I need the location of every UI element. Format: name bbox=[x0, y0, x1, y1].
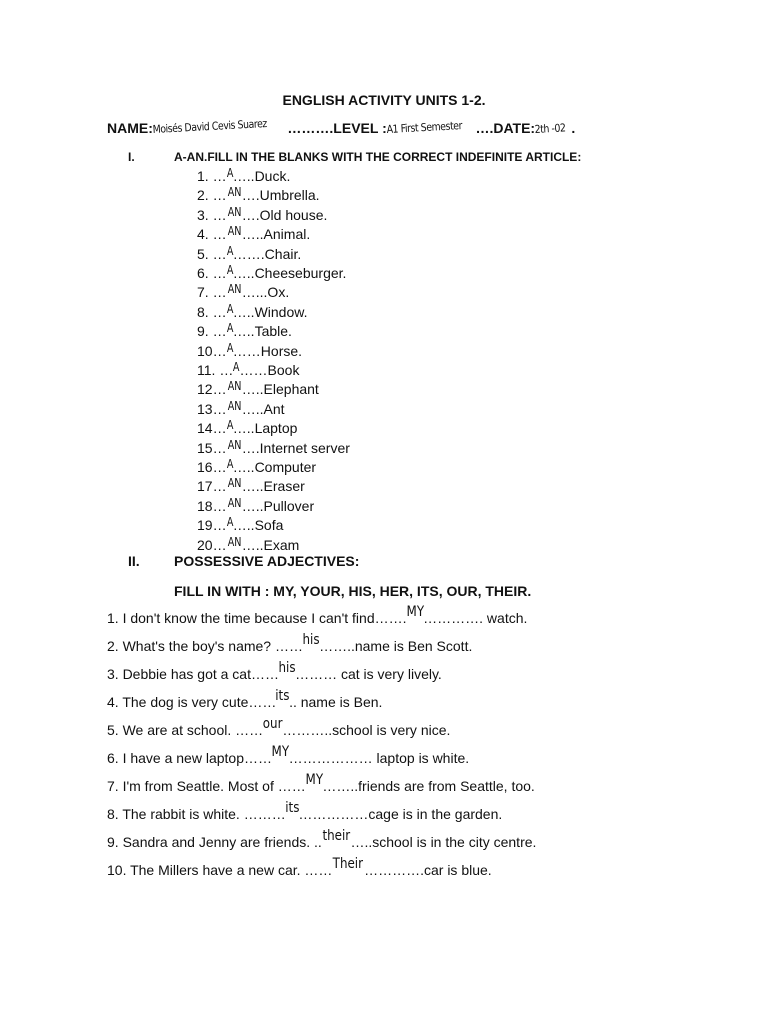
question-text: ……… cat is very lively. bbox=[295, 666, 442, 682]
possessive-question bbox=[107, 716, 451, 739]
handwritten-answer: AN bbox=[227, 437, 242, 452]
item-prefix: 12… bbox=[197, 381, 227, 398]
item-text: …...Ox. bbox=[241, 284, 290, 301]
section2-heading: POSSESSIVE ADJECTIVES: bbox=[174, 553, 360, 569]
handwritten-answer: A bbox=[226, 166, 233, 180]
item-prefix: 11. … bbox=[197, 362, 234, 378]
question-prefix: 3. Debbie has got a cat…… bbox=[107, 666, 279, 682]
question-prefix: 4. The dog is very cute…… bbox=[107, 694, 277, 710]
date-tail: . bbox=[571, 120, 576, 136]
item-prefix: 13… bbox=[197, 400, 227, 417]
handwritten-answer: Their bbox=[333, 856, 364, 872]
handwritten-answer: AN bbox=[227, 379, 242, 394]
item-text: ……Book bbox=[239, 362, 300, 378]
item-prefix: 1. … bbox=[197, 168, 227, 184]
handwritten-answer: A bbox=[226, 321, 233, 336]
handwritten-answer: A bbox=[233, 360, 240, 374]
handwritten-answer: A bbox=[226, 457, 233, 471]
article-item bbox=[197, 284, 289, 300]
handwritten-answer: MY bbox=[271, 744, 290, 760]
section1-heading: A-AN.FILL IN THE BLANKS WITH THE CORRECT INDEFINITE ARTICLE: bbox=[174, 150, 582, 164]
item-text: ….Internet server bbox=[241, 439, 350, 456]
possessive-question bbox=[107, 800, 503, 823]
possessive-question bbox=[107, 772, 535, 795]
question-text: …………. watch. bbox=[423, 610, 528, 626]
item-prefix: 8. … bbox=[197, 303, 227, 320]
article-item bbox=[197, 459, 316, 475]
handwritten-answer: AN bbox=[227, 185, 242, 200]
question-text: .. name is Ben. bbox=[289, 694, 383, 710]
handwritten-answer: his bbox=[278, 660, 296, 676]
article-item bbox=[197, 478, 305, 494]
item-text: ….Umbrella. bbox=[241, 187, 320, 204]
handwritten-answer: A bbox=[226, 515, 233, 530]
handwritten-answer: A bbox=[226, 243, 233, 258]
item-prefix: 6. … bbox=[197, 265, 227, 281]
possessive-question bbox=[107, 660, 442, 683]
name-handwritten: Moisés David Cevis Suarez bbox=[152, 117, 268, 136]
handwritten-answer: AN bbox=[227, 476, 242, 491]
article-item bbox=[197, 168, 290, 184]
item-prefix: 7. … bbox=[197, 284, 227, 301]
handwritten-answer: AN bbox=[227, 495, 242, 510]
item-text: …..Elephant bbox=[241, 381, 319, 398]
article-item bbox=[197, 420, 297, 436]
article-item bbox=[197, 340, 303, 359]
item-prefix: 9. … bbox=[197, 323, 227, 340]
handwritten-answer: AN bbox=[227, 398, 242, 413]
possessive-question bbox=[107, 688, 383, 711]
possessive-question bbox=[107, 856, 492, 879]
article-item bbox=[197, 534, 300, 553]
article-item bbox=[197, 398, 285, 417]
possessive-question bbox=[107, 604, 528, 627]
question-text: …..school is in the city centre. bbox=[350, 834, 537, 850]
item-text: …..Sofa bbox=[232, 517, 284, 534]
article-item bbox=[197, 187, 320, 203]
level-label: ……….LEVEL : bbox=[287, 120, 387, 136]
possessive-question bbox=[107, 744, 470, 767]
item-prefix: 16… bbox=[197, 459, 227, 475]
handwritten-answer: MY bbox=[305, 772, 323, 788]
question-prefix: 6. I have a new laptop…… bbox=[107, 750, 272, 766]
question-prefix: 5. We are at school. …… bbox=[107, 722, 264, 738]
item-text: …..Cheeseburger. bbox=[232, 265, 347, 281]
article-item bbox=[197, 301, 308, 320]
question-text: ……..name is Ben Scott. bbox=[319, 638, 473, 654]
handwritten-answer: A bbox=[226, 263, 233, 277]
item-text: …..Pullover bbox=[241, 497, 315, 514]
item-prefix: 4. … bbox=[197, 226, 227, 243]
question-prefix: 9. Sandra and Jenny are friends. .. bbox=[107, 834, 322, 850]
question-text: ………..school is very nice. bbox=[282, 722, 451, 738]
possessive-question bbox=[107, 632, 473, 655]
item-prefix: 17… bbox=[197, 478, 227, 495]
name-label: NAME: bbox=[107, 120, 153, 136]
article-item bbox=[197, 226, 310, 242]
item-text: …..Computer bbox=[232, 459, 317, 475]
question-text: ……..friends are from Seattle, too. bbox=[322, 778, 535, 794]
page-title: ENGLISH ACTIVITY UNITS 1-2. bbox=[282, 92, 486, 108]
date-label: ….DATE: bbox=[475, 120, 536, 136]
section2-instruction: FILL IN WITH : MY, YOUR, HIS, HER, ITS, OUR, THEIR. bbox=[174, 583, 532, 599]
article-item bbox=[197, 243, 302, 262]
question-prefix: 2. What's the boy's name? …… bbox=[107, 638, 303, 654]
article-item bbox=[197, 362, 299, 378]
article-item bbox=[197, 265, 346, 281]
handwritten-answer: AN bbox=[227, 204, 242, 219]
handwritten-answer: A bbox=[226, 418, 233, 433]
article-item bbox=[197, 323, 292, 339]
article-item bbox=[197, 381, 319, 397]
article-item bbox=[197, 517, 283, 533]
section1-number: I. bbox=[128, 150, 135, 164]
item-text: …….Chair. bbox=[232, 245, 302, 262]
item-prefix: 10… bbox=[197, 342, 227, 359]
handwritten-answer: MY bbox=[406, 604, 424, 620]
handwritten-answer: AN bbox=[227, 224, 242, 239]
item-prefix: 19… bbox=[197, 517, 227, 534]
item-prefix: 20… bbox=[197, 536, 227, 553]
item-text: …..Exam bbox=[241, 536, 300, 553]
item-text: …..Table. bbox=[232, 323, 292, 340]
handwritten-answer: A bbox=[226, 340, 233, 355]
handwritten-answer: AN bbox=[227, 534, 242, 549]
question-prefix: 8. The rabbit is white. ……… bbox=[107, 806, 286, 822]
possessive-question bbox=[107, 828, 537, 851]
item-text: …..Window. bbox=[232, 303, 308, 320]
article-item bbox=[197, 437, 350, 456]
handwritten-answer: his bbox=[302, 632, 320, 648]
item-prefix: 3. … bbox=[197, 206, 227, 223]
question-prefix: 1. I don't know the time because I can't find……. bbox=[107, 610, 407, 626]
item-text: …..Eraser bbox=[241, 478, 305, 495]
question-prefix: 10. The Millers have a new car. …… bbox=[107, 862, 333, 878]
item-prefix: 15… bbox=[197, 439, 227, 456]
item-text: …..Ant bbox=[241, 400, 285, 417]
section2-number: II. bbox=[128, 553, 140, 569]
handwritten-answer: AN bbox=[227, 282, 242, 297]
article-item bbox=[197, 204, 328, 223]
date-handwritten: 2th -02 bbox=[534, 121, 566, 136]
item-text: …..Duck. bbox=[232, 168, 291, 184]
item-prefix: 2. … bbox=[197, 187, 227, 204]
item-prefix: 5. … bbox=[197, 245, 227, 262]
student-info-row bbox=[107, 117, 576, 136]
article-item bbox=[197, 495, 315, 514]
handwritten-answer: A bbox=[226, 301, 233, 316]
question-text: ……………… laptop is white. bbox=[288, 750, 470, 766]
question-prefix: 7. I'm from Seattle. Most of …… bbox=[107, 778, 306, 794]
item-prefix: 14… bbox=[197, 420, 227, 437]
handwritten-answer: their bbox=[322, 828, 350, 844]
item-text: …..Animal. bbox=[241, 226, 311, 243]
item-text: …..Laptop bbox=[232, 420, 298, 437]
item-prefix: 18… bbox=[197, 497, 227, 514]
question-text: ………….car is blue. bbox=[364, 862, 492, 878]
handwritten-answer: our bbox=[262, 716, 283, 732]
question-text: ……………cage is in the garden. bbox=[298, 806, 503, 822]
level-handwritten: A1 First Semester bbox=[386, 119, 463, 136]
item-text: ….Old house. bbox=[241, 206, 328, 223]
handwritten-answer: its bbox=[275, 688, 290, 704]
item-text: ……Horse. bbox=[232, 342, 303, 359]
handwritten-answer: its bbox=[284, 800, 300, 816]
